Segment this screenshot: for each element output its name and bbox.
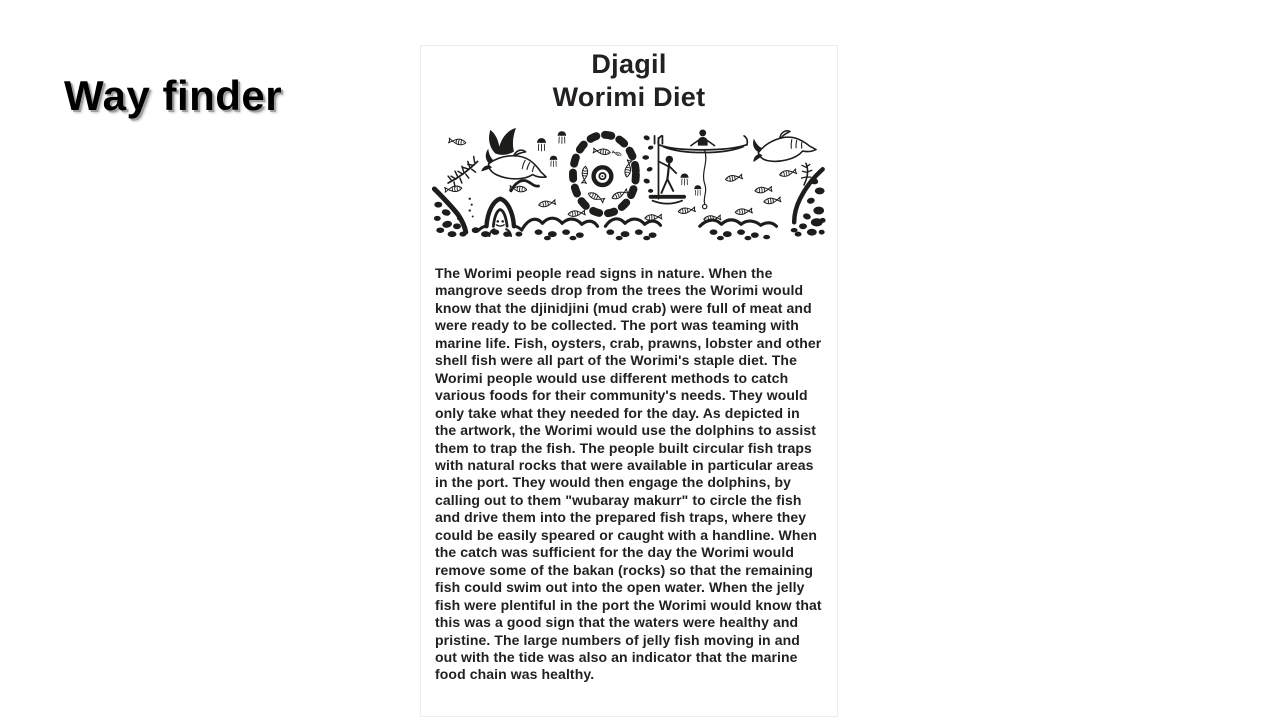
document-body: The Worimi people read signs in nature. When the mangrove seeds drop from the trees the Worimi would know that the djinidjini (mud crab) were full of meat and were ready to be collected. The port was teaming with marine life. Fish, oysters, crab, prawns, lobster and other shell fish were all part of the Worimi's staple diet. The Worimi people would use different methods to catch various foods for their community's needs. They would only take what they needed for the day. As depicted in the artwork, the Worimi would use the dolphins to assist them to trap the fish. The people built circular fish traps with natural rocks that were available in particular areas in the port. They would then engage the dolphins, by calling out to them "wubaray makurr" to circle the fish and drive them into the prepared fish traps, where they could be easily speared or caught with a handline. When the catch was sufficient for the day the Worimi would remove some of the bakan (rocks) so that the remaining fish could swim out into the open water. When the jelly fish were plentiful in the port the Worimi would know that this was a good sign that the waters were healthy and pristine. The large numbers of jelly fish moving in and out with the tide was also an indicator that the marine food chain was healthy.	[435, 265, 822, 683]
pebble-dots-icon	[469, 198, 474, 218]
seagrass-icon	[448, 156, 477, 186]
rocks-icon	[791, 169, 826, 236]
rocks-icon	[642, 135, 653, 193]
fish-icon	[445, 138, 586, 217]
worimi-artwork	[432, 126, 826, 242]
rock-fish-trap-icon	[573, 135, 636, 214]
document-title-line2: Worimi Diet	[552, 82, 706, 112]
dolphin-icon	[481, 144, 550, 185]
spear-fisher-icon	[651, 136, 684, 204]
document-title	[421, 48, 837, 114]
document-title-line1: Djagil	[591, 49, 667, 79]
jellyfish-icon	[537, 131, 566, 167]
page-title: Way finder	[64, 72, 283, 119]
rocks-icon	[535, 229, 770, 240]
worksheet-panel	[420, 45, 838, 717]
turtle-icon	[479, 199, 522, 236]
whale-tail-icon	[489, 128, 516, 155]
dolphin-icon	[751, 128, 817, 164]
handline-hook-icon	[703, 151, 707, 209]
jellyfish-icon	[681, 173, 702, 195]
